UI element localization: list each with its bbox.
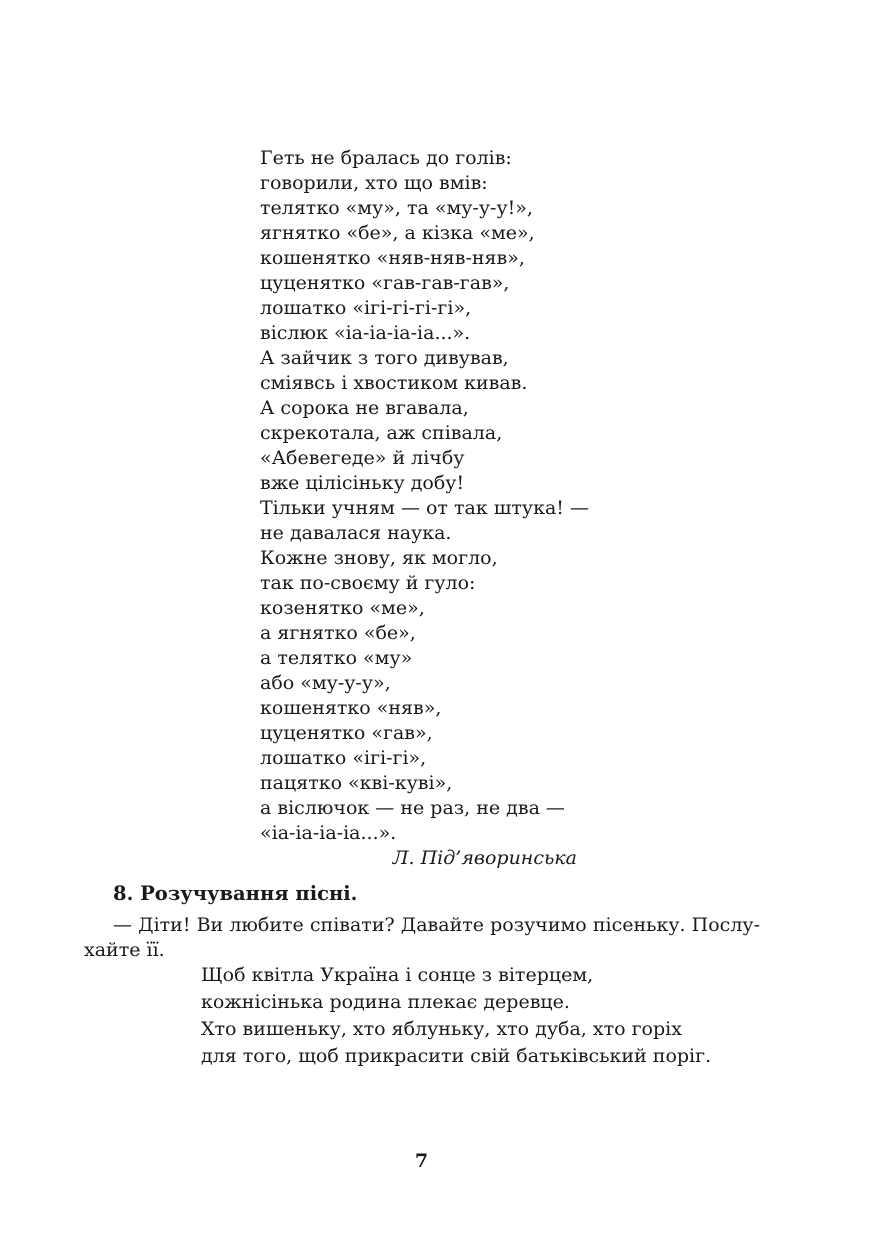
poem-line: а ягнятко «бе»,: [260, 622, 416, 644]
poem-line: А сорока не вгавала,: [260, 397, 469, 419]
poem-line: віслюк «іа-іа-іа-іа...».: [260, 322, 471, 344]
section-heading: 8. Розучування пісні.: [113, 882, 358, 905]
poem-line: А зайчик з того дивував,: [260, 347, 509, 369]
poem-line: вже цілісіньку добу!: [260, 472, 465, 494]
poem-line: лошатко «ігі-гі»,: [260, 747, 427, 769]
poem-line: цуценятко «гав-гав-гав»,: [260, 272, 510, 294]
poem: [260, 146, 660, 846]
poem-line: не давалася наука.: [260, 522, 452, 544]
poem-line: «Абевегеде» й лічбу: [260, 447, 465, 469]
poem-line: Тільки учням — от так штука! —: [260, 497, 589, 519]
poem-line: пацятко «кві-куві»,: [260, 772, 453, 794]
poem-author: Л. Під’яворинська: [392, 847, 577, 869]
poem-line: кошенятко «няв-няв-няв»,: [260, 247, 525, 269]
poem-line: сміявсь і хвостиком кивав.: [260, 372, 528, 394]
poem-line: телятко «му», та «му-у-у!»,: [260, 197, 533, 219]
poem-line: лошатко «ігі-гі-гі-гі»,: [260, 297, 472, 319]
poem-line: ягнятко «бе», а кізка «ме»,: [260, 222, 535, 244]
poem-line: Кожне знову, як могло,: [260, 547, 498, 569]
paragraph-line: — Діти! Ви любите співати? Давайте розучимо пісеньку. Послу-: [113, 914, 760, 936]
song-line: Щоб квітла Україна і сонце з вітерцем,: [201, 964, 594, 986]
poem-line: а телятко «му»: [260, 647, 413, 669]
poem-line: або «му-у-у»,: [260, 672, 391, 694]
song-line: для того, щоб прикрасити свій батьківський поріг.: [201, 1045, 712, 1067]
poem-line: а віслючок — не раз, не два —: [260, 797, 565, 819]
poem-line: Геть не бралась до голів:: [260, 147, 512, 169]
section-paragraph: [84, 913, 760, 963]
song-line: Хто вишеньку, хто яблуньку, хто дуба, хто горіх: [201, 1018, 682, 1040]
poem-line: козенятко «ме»,: [260, 597, 425, 619]
poem-line: говорили, хто що вмів:: [260, 172, 488, 194]
paragraph-line: хайте її.: [84, 939, 165, 961]
song-line: кожнісінька родина плекає деревце.: [201, 991, 570, 1013]
page-number: 7: [414, 1150, 429, 1172]
poem-line: «іа-іа-іа-іа...».: [260, 822, 397, 844]
song-lyrics: [201, 962, 761, 1070]
poem-line: скрекотала, аж співала,: [260, 422, 503, 444]
poem-line: цуценятко «гав»,: [260, 722, 433, 744]
poem-line: кошенятко «няв»,: [260, 697, 442, 719]
poem-line: так по-своєму й гуло:: [260, 572, 476, 594]
